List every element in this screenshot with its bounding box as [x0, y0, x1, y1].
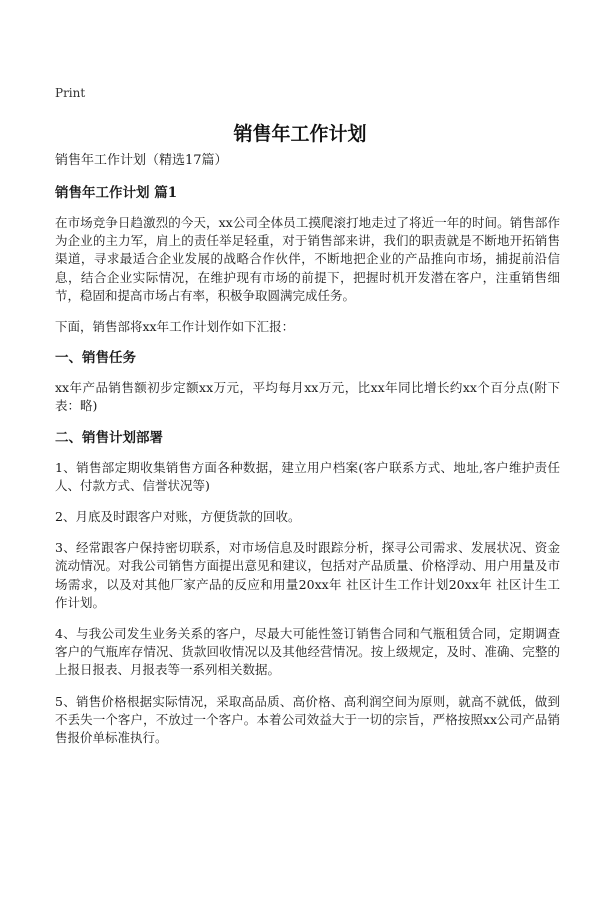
document-body	[55, 152, 560, 760]
intro-paragraph: 在市场竞争日趋激烈的今天，xx公司全体员工摸爬滚打地走过了将近一年的时间。销售部作为企业的主力军，肩上的责任举足轻重，对于销售部来讲，我们的职责就是不断地开拓销售渠道，寻求最适合企业发展的战略合作伙伴，不断地把企业的产品推向市场，捕捉前沿信息，结合企业实际情况，在维护现有市场的前提下，把握时机开发潜在客户，注重销售细节，稳固和提高市场占有率，积极争取圆满完成任务。	[55, 215, 560, 303]
plan-item-2: 2、月底及时跟客户对账，方便货款的回收。	[55, 509, 301, 525]
document-title: 销售年工作计划	[233, 123, 367, 145]
plan-item-3: 3、经常跟客户保持密切联系，对市场信息及时跟踪分析，探寻公司需求、发展状况、资金流动情况。对我公司销售方面提出意见和建议，包括对产品质量、价格浮动、用户用量及市场需求，以及对其他厂家产品的反应和用量20xx年 社区计生工作计划20xx年 社区计生工作计划。	[55, 540, 560, 610]
task-paragraph: xx年产品销售额初步定额xx万元，平均每月xx万元，比xx年同比增长约xx个百分点(附下表：略)	[55, 380, 560, 414]
print-label[interactable]: Print	[55, 86, 86, 100]
report-intro-paragraph: 下面，销售部将xx年工作计划作如下汇报：	[55, 319, 295, 335]
heading-sales-plan: 二、销售计划部署	[55, 429, 163, 446]
section-title: 销售年工作计划 篇1	[55, 185, 178, 201]
heading-sales-task: 一、销售任务	[55, 350, 136, 367]
plan-item-1: 1、销售部定期收集销售方面各种数据，建立用户档案(客户联系方式、地址,客户维护责任人、付款方式、信誉状况等)	[55, 459, 560, 493]
plan-item-4: 4、与我公司发生业务关系的客户，尽最大可能性签订销售合同和气瓶租赁合同，定期调查客户的气瓶库存情况、货款回收情况以及其他经营情况。按上级规定，及时、准确、完整的上报日报表、月报表等一系列相关数据。	[55, 626, 560, 678]
document-subtitle: 销售年工作计划（精选17篇）	[55, 153, 228, 168]
plan-item-5: 5、销售价格根据实际情况，采取高品质、高价格、高利润空间为原则，就高不就低，做到不丢失一个客户，不放过一个客户。本着公司效益大于一切的宗旨，严格按照xx公司产品销售报价单标准执行。	[55, 693, 560, 746]
